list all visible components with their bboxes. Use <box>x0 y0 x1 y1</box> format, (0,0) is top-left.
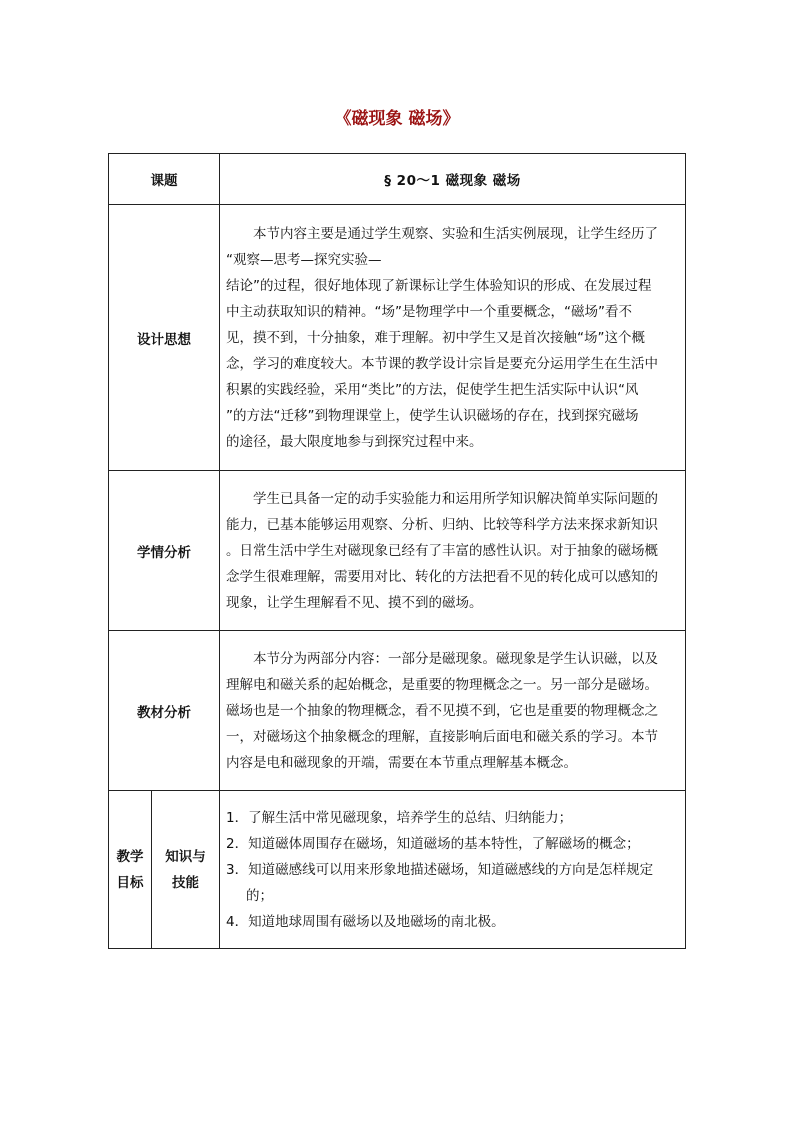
textbook-line: 理解电和磁关系的起始概念，是重要的物理概念之一。另一部分是磁场。 <box>226 676 658 693</box>
textbook-content <box>220 631 686 791</box>
student-line: 学生已具备一定的动手实验能力和运用所学知识解决简单实际问题的 <box>253 490 658 507</box>
lesson-plan-table <box>108 153 686 949</box>
student-line: 现象，让学生理解看不见、摸不到的磁场。 <box>226 594 483 611</box>
student-line: 。日常生活中学生对磁现象已经有了丰富的感性认识。对于抽象的磁场概 <box>226 542 658 559</box>
textbook-row <box>109 631 686 791</box>
design-line: 结论”的过程，很好地体现了新课标让学生体验知识的形成、在发展过程 <box>226 277 652 294</box>
textbook-line: 一，对磁场这个抽象概念的理解，直接影响后面电和磁关系的学习。本节 <box>226 728 658 745</box>
design-label: 设计思想 <box>109 205 220 471</box>
knowledge-skills-label-line: 技能 <box>172 874 199 891</box>
knowledge-skills-label-line: 知识与 <box>165 848 206 865</box>
goals-label-line: 目标 <box>116 874 144 891</box>
textbook-line: 磁场也是一个抽象的物理概念，看不见摸不到，它也是重要的物理概念之 <box>226 702 658 719</box>
goals-row <box>109 791 686 949</box>
student-line: 念学生很难理解，需要用对比、转化的方法把看不见的转化成可以感知的 <box>226 568 658 585</box>
goal-item: 1．了解生活中常见磁现象，培养学生的总结、归纳能力； <box>226 809 573 826</box>
design-line: ”的方法“迁移”到物理课堂上，使学生认识磁场的存在，找到探究磁场 <box>226 407 639 424</box>
goal-item: 4．知道地球周围有磁场以及地磁场的南北极。 <box>226 913 505 930</box>
knowledge-skills-label <box>152 791 220 949</box>
design-line: 见，摸不到，十分抽象，难于理解。初中学生又是首次接触“场”这个概 <box>226 329 645 346</box>
student-line: 能力，已基本能够运用观察、分析、归纳、比较等科学方法来探求新知识 <box>226 516 658 533</box>
design-line: 中主动获取知识的精神。“场”是物理学中一个重要概念，“磁场”看不 <box>226 303 632 320</box>
design-line: 念，学习的难度较大。本节课的教学设计宗旨是要充分运用学生在生活中 <box>226 355 658 372</box>
textbook-line: 本节分为两部分内容：一部分是磁现象。磁现象是学生认识磁，以及 <box>253 650 658 667</box>
goals-content <box>220 791 686 949</box>
textbook-label: 教材分析 <box>109 631 220 791</box>
topic-row <box>109 154 686 205</box>
design-line: “观察—思考—探究实验— <box>226 251 382 268</box>
student-content <box>220 471 686 631</box>
goals-label <box>109 791 152 949</box>
topic-label: 课题 <box>109 154 220 205</box>
textbook-line: 内容是电和磁现象的开端，需要在本节重点理解基本概念。 <box>226 754 577 771</box>
goals-label-line: 教学 <box>116 848 144 865</box>
design-line: 积累的实践经验，采用“类比”的方法，促使学生把生活实际中认识“风 <box>226 381 639 398</box>
design-line: 本节内容主要是通过学生观察、实验和生活实例展现，让学生经历了 <box>253 225 658 242</box>
design-content <box>220 205 686 471</box>
topic-value: § 20～1 磁现象 磁场 <box>220 154 686 205</box>
student-label: 学情分析 <box>109 471 220 631</box>
document-title: 《磁现象 磁场》 <box>334 109 460 129</box>
goal-item: 3．知道磁感线可以用来形象地描述磁场，知道磁感线的方向是怎样规定的； <box>226 861 654 904</box>
student-row <box>109 471 686 631</box>
goal-item: 2．知道磁体周围存在磁场，知道磁场的基本特性，了解磁场的概念； <box>226 835 640 852</box>
design-row <box>109 205 686 471</box>
design-line: 的途径，最大限度地参与到探究过程中来。 <box>226 433 483 450</box>
